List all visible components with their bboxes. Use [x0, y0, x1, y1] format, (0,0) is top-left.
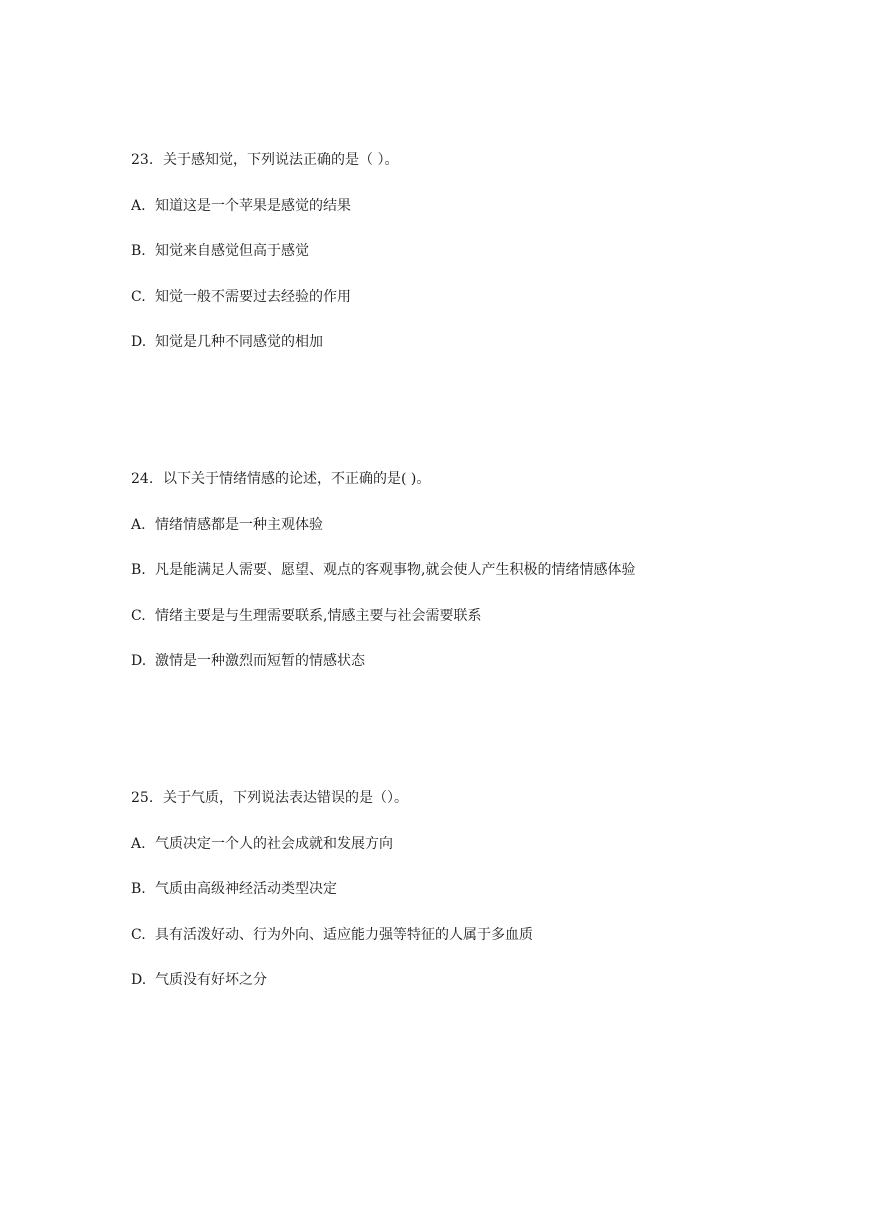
option-b — [131, 560, 831, 580]
option-a — [131, 196, 831, 216]
option-a — [131, 834, 831, 854]
question-text: 关于气质，下列说法表达错误的是（）。 — [163, 790, 408, 806]
option-c — [131, 287, 831, 307]
option-text: 情绪主要是与生理需要联系,情感主要与社会需要联系 — [155, 607, 482, 624]
option-text: 气质决定一个人的社会成就和发展方向 — [155, 835, 393, 852]
option-letter: D. — [131, 972, 147, 988]
option-letter: A. — [131, 516, 146, 533]
question-stem — [131, 469, 831, 489]
option-letter: C. — [131, 288, 146, 305]
option-a — [131, 515, 831, 535]
option-letter: A. — [131, 835, 146, 852]
question-24 — [131, 469, 831, 697]
question-stem — [131, 150, 831, 170]
option-text: 知觉一般不需要过去经验的作用 — [155, 288, 351, 305]
question-number: 24. — [131, 471, 154, 487]
option-text: 气质没有好坏之分 — [155, 972, 267, 988]
option-text: 凡是能满足人需要、愿望、观点的客观事物,就会使人产生积极的情绪情感体验 — [155, 562, 636, 578]
option-b — [131, 879, 831, 899]
option-letter: D. — [131, 334, 147, 350]
question-stem — [131, 788, 831, 808]
option-b — [131, 241, 831, 261]
option-letter: A. — [131, 197, 146, 214]
option-text: 知觉是几种不同感觉的相加 — [155, 334, 323, 350]
option-d — [131, 332, 831, 352]
option-text: 激情是一种激烈而短暂的情感状态 — [155, 653, 365, 669]
question-number: 23. — [131, 152, 154, 168]
option-c — [131, 925, 831, 945]
option-letter: C. — [131, 926, 146, 943]
option-letter: D. — [131, 653, 147, 669]
question-23 — [131, 150, 831, 378]
option-d — [131, 970, 831, 990]
option-c — [131, 606, 831, 626]
question-text: 以下关于情绪情感的论述，不正确的是( )。 — [163, 471, 431, 487]
option-letter: B. — [131, 243, 146, 259]
option-letter: B. — [131, 562, 146, 578]
option-d — [131, 651, 831, 671]
question-number: 25. — [131, 790, 154, 806]
option-text: 具有活泼好动、行为外向、适应能力强等特征的人属于多血质 — [155, 926, 533, 943]
option-letter: C. — [131, 607, 146, 624]
option-text: 知道这是一个苹果是感觉的结果 — [155, 197, 351, 214]
question-25 — [131, 788, 831, 1016]
option-text: 知觉来自感觉但高于感觉 — [155, 243, 309, 259]
option-letter: B. — [131, 881, 146, 897]
question-text: 关于感知觉，下列说法正确的是（ ）。 — [163, 152, 399, 168]
option-text: 情绪情感都是一种主观体验 — [155, 516, 323, 533]
option-text: 气质由高级神经活动类型决定 — [155, 881, 337, 897]
